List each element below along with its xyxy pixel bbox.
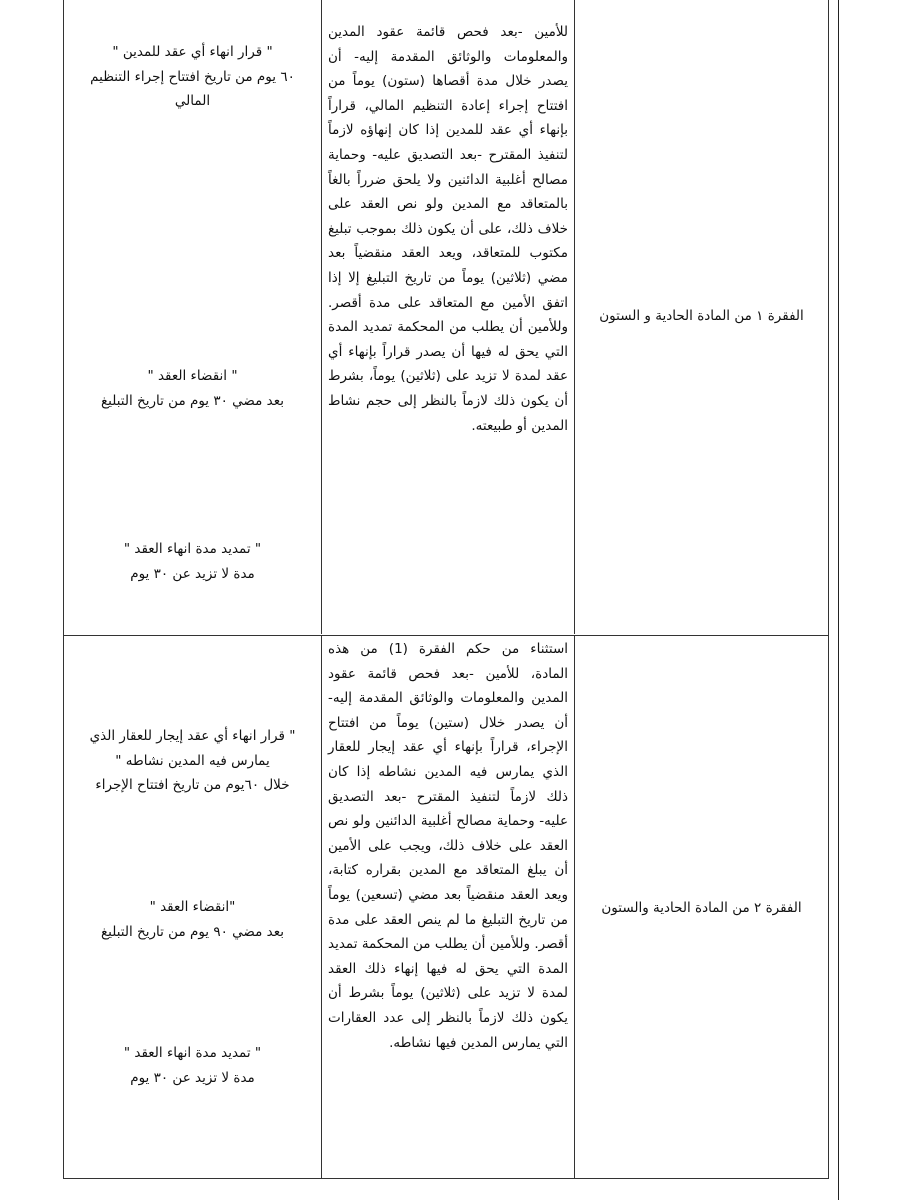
summary-heading: " قرار انهاء أي عقد إيجار للعقار الذي يمارس فيه المدين نشاطه "	[89, 728, 296, 769]
provision-cell	[575, 0, 828, 634]
summary-note	[72, 40, 313, 114]
summary-heading: " قرار انهاء أي عقد للمدين "	[112, 44, 273, 60]
provision-reference: الفقرة ١ من المادة الحادية و الستون	[599, 308, 804, 324]
article-text: استثناء من حكم الفقرة (1) من هذه المادة، للأمين -بعد فحص قائمة عقود المدين والمعلومات والوثائق المقدمة إليه- أن يصدر خلال (ستين) يوماً من افتتاح الإجراء، قراراً بإنهاء أي عقد إيجار للعقار الذي يمارس فيه المدين نشاطه إذا كان ذلك لازماً لتنفيذ المقترح -بعد التصديق عليه- وحماية مصالح أغلبية الدائنين ولو نص العقد على خلاف ذلك، ويجب على الأمين أن يبلغ المتعاقد مع المدين بقراره كتابة، ويعد العقد منقضياً بعد مضي (تسعين) يوماً من تاريخ التبليغ ما لم ينص العقد على مدة أقصر. وللأمين أن يطلب من المحكمة تمديد المدة التي يحق له فيها إنهاء ذلك العقد لمدة لا تزيد على (ثلاثين) يوماً بشرط أن يكون ذلك لازماً بالنظر إلى عدد العقارات التي يمارس المدين فيها نشاطه.	[328, 641, 569, 1051]
summary-detail: خلال ٦٠يوم من تاريخ افتتاح الإجراء	[95, 777, 290, 793]
summary-note	[72, 364, 313, 413]
provisions-table	[63, 0, 829, 1179]
article-text: للأمين -بعد فحص قائمة عقود المدين والمعلومات والوثائق المقدمة إليه- أن يصدر خلال مدة أقصاها (ستون) يوماً من افتتاح إجراء إعادة التنظيم المالي، قراراً بإنهاء أي عقد للمدين إذا كان إنهاؤه لازماً لتنفيذ المقترح -بعد التصديق عليه- وحماية مصالح أغلبية الدائنين ولا يلحق ضرراً بالغاً بالمتعاقد مع المدين ولو نص العقد على خلاف ذلك، على أن يكون ذلك بموجب تبليغ مكتوب للمتعاقد، ويعد العقد منقضياً بعد مضي (ثلاثين) يوماً من تاريخ التبليغ إلا إذا اتفق الأمين مع المتعاقد على مدة أقصر. وللأمين أن يطلب من المحكمة تمديد المدة التي يحق له فيها أن يصدر قراراً بإنهاء أي عقد لمدة لا تزيد على (ثلاثين) يوماً، بشرط أن يكون ذلك لازماً بالنظر إلى حجم نشاط المدين أو طبيعته.	[328, 24, 568, 434]
article-text-cell	[321, 636, 575, 1179]
summary-note	[72, 537, 313, 586]
summary-note	[72, 724, 313, 798]
table-row	[64, 635, 828, 1179]
provision-cell	[575, 636, 828, 1179]
summary-detail: مدة لا تزيد عن ٣٠ يوم	[130, 565, 255, 582]
summary-detail: بعد مضي ٩٠ يوم من تاريخ التبليغ	[100, 923, 285, 940]
summary-heading: "انقضاء العقد "	[149, 899, 236, 915]
summary-note	[72, 895, 313, 944]
article-text-cell	[321, 0, 575, 634]
summary-detail: مدة لا تزيد عن ٣٠ يوم	[130, 1069, 255, 1086]
summary-note	[72, 1041, 313, 1090]
page-margin-rule	[838, 0, 839, 1200]
summary-heading: " تمديد مدة انهاء العقد "	[123, 541, 262, 557]
summary-heading: " تمديد مدة انهاء العقد "	[123, 1045, 262, 1061]
summary-cell	[64, 0, 321, 634]
summary-detail: بعد مضي ٣٠ يوم من تاريخ التبليغ	[100, 392, 285, 409]
summary-detail: ٦٠ يوم من تاريخ افتتاح إجراء التنظيم المالي	[90, 68, 295, 109]
summary-cell	[64, 636, 321, 1179]
summary-heading: " انقضاء العقد "	[147, 368, 238, 384]
table-row	[64, 0, 828, 634]
provision-reference: الفقرة ٢ من المادة الحادية والستون	[601, 900, 802, 916]
